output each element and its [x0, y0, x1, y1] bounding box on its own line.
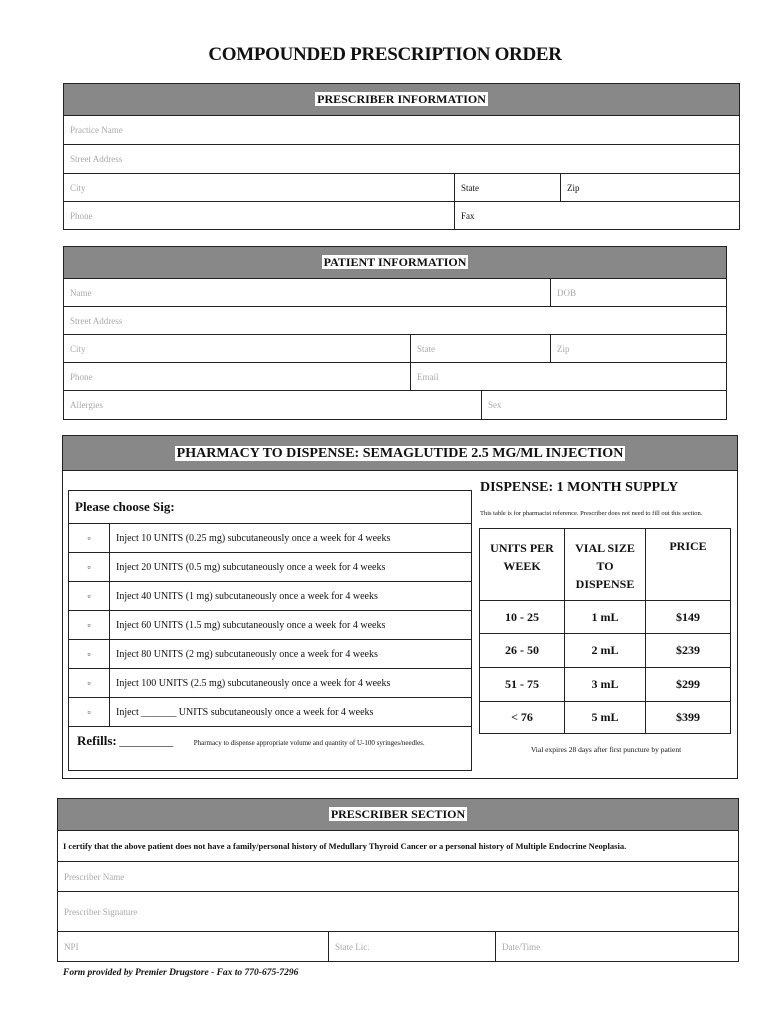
sig-header: Please choose Sig:: [69, 491, 472, 524]
prescriber-information-table: [63, 83, 740, 230]
practice-name-field[interactable]: Practice Name: [64, 116, 740, 145]
sig-option-6: Inject 100 UNITS (2.5 mg) subcutaneously once a week for 4 weeks: [110, 669, 472, 698]
price-row: [480, 668, 731, 702]
sig-option-3: Inject 40 UNITS (1 mg) subcutaneously once a week for 4 weeks: [110, 582, 472, 611]
npi-field[interactable]: NPI: [58, 932, 329, 962]
prescriber-section-table: [57, 798, 739, 962]
sig-option-5: Inject 80 UNITS (2 mg) subcutaneously once a week for 4 weeks: [110, 640, 472, 669]
vial-size-cell: 1 mL: [565, 601, 646, 634]
prescriber-phone-field[interactable]: Phone: [64, 202, 455, 230]
price-cell: $399: [646, 702, 731, 734]
sig-checkbox-6[interactable]: ▫: [69, 669, 110, 698]
refills-label: Refills:: [77, 733, 117, 748]
patient-email-field[interactable]: Email: [411, 363, 727, 391]
price-row: [480, 702, 731, 734]
price-header: PRICE: [646, 529, 731, 601]
price-cell: $149: [646, 601, 731, 634]
footer-note: Form provided by Premier Drugstore - Fax to 770-675-7296: [63, 968, 299, 978]
sig-table: [68, 490, 472, 771]
refills-input[interactable]: _________: [119, 734, 174, 748]
sig-option-custom: Inject _______ UNITS subcutaneously once a week for 4 weeks: [110, 698, 472, 727]
units-cell: 10 - 25: [480, 601, 565, 634]
units-cell: 51 - 75: [480, 668, 565, 702]
patient-allergies-field[interactable]: Allergies: [64, 391, 482, 420]
dispense-header: PHARMACY TO DISPENSE: SEMAGLUTIDE 2.5 MG/ML INJECTION: [62, 435, 738, 471]
patient-sex-field[interactable]: Sex: [482, 391, 727, 420]
sig-option-4: Inject 60 UNITS (1.5 mg) subcutaneously once a week for 4 weeks: [110, 611, 472, 640]
vial-size-cell: 5 mL: [565, 702, 646, 734]
refills-row: [69, 727, 472, 771]
supply-note: This table is for pharmacist reference. Prescriber does not need to fill out this section.: [480, 510, 703, 517]
vial-size-cell: 2 mL: [565, 634, 646, 668]
patient-dob-field[interactable]: DOB: [551, 279, 727, 307]
patient-name-field[interactable]: Name: [64, 279, 551, 307]
patient-information-header: PATIENT INFORMATION: [64, 247, 727, 279]
refills-note: Pharmacy to dispense appropriate volume and quantity of U-100 syringes/needles.: [193, 739, 425, 747]
patient-city-field[interactable]: City: [64, 335, 411, 363]
prescriber-name-field[interactable]: Prescriber Name: [58, 862, 739, 892]
patient-zip-field[interactable]: Zip: [551, 335, 727, 363]
price-row: [480, 634, 731, 668]
prescriber-section-header: PRESCRIBER SECTION: [58, 799, 739, 831]
sig-option-1: Inject 10 UNITS (0.25 mg) subcutaneously once a week for 4 weeks: [110, 524, 472, 553]
patient-information-table: [63, 246, 727, 420]
prescriber-signature-field[interactable]: Prescriber Signature: [58, 892, 739, 932]
sig-option-2: Inject 20 UNITS (0.5 mg) subcutaneously once a week for 4 weeks: [110, 553, 472, 582]
vial-expiry-note: Vial expires 28 days after first puncture by patient: [530, 745, 682, 754]
price-cell: $239: [646, 634, 731, 668]
date-time-field[interactable]: Date/Time: [496, 932, 739, 962]
sig-checkbox-7[interactable]: ▫: [69, 698, 110, 727]
prescriber-city-field[interactable]: City: [64, 174, 455, 202]
sig-checkbox-1[interactable]: ▫: [69, 524, 110, 553]
vial-size-cell: 3 mL: [565, 668, 646, 702]
units-cell: 26 - 50: [480, 634, 565, 668]
prescriber-zip-field[interactable]: Zip: [561, 174, 740, 202]
certification-statement: I certify that the above patient does not have a family/personal history of Medullary Thyroid Cancer or a personal history of Multiple Endocrine Neoplasia.: [58, 831, 739, 862]
units-per-week-header: UNITS PER WEEK: [480, 529, 565, 601]
patient-state-field[interactable]: State: [411, 335, 551, 363]
sig-checkbox-4[interactable]: ▫: [69, 611, 110, 640]
prescriber-state-field[interactable]: State: [455, 174, 561, 202]
price-table: [479, 528, 731, 734]
prescriber-street-address-field[interactable]: Street Address: [64, 145, 740, 174]
vial-size-header: VIAL SIZE TO DISPENSE: [565, 529, 646, 601]
prescriber-fax-field[interactable]: Fax: [455, 202, 740, 230]
sig-checkbox-5[interactable]: ▫: [69, 640, 110, 669]
patient-street-address-field[interactable]: Street Address: [64, 307, 727, 335]
state-lic-field[interactable]: State Lic.: [329, 932, 496, 962]
units-cell: < 76: [480, 702, 565, 734]
price-cell: $299: [646, 668, 731, 702]
supply-title: DISPENSE: 1 MONTH SUPPLY: [480, 480, 679, 495]
sig-checkbox-3[interactable]: ▫: [69, 582, 110, 611]
sig-checkbox-2[interactable]: ▫: [69, 553, 110, 582]
prescriber-information-header: PRESCRIBER INFORMATION: [64, 84, 740, 116]
form-title: COMPOUNDED PRESCRIPTION ORDER: [208, 44, 562, 65]
price-row: [480, 601, 731, 634]
patient-phone-field[interactable]: Phone: [64, 363, 411, 391]
